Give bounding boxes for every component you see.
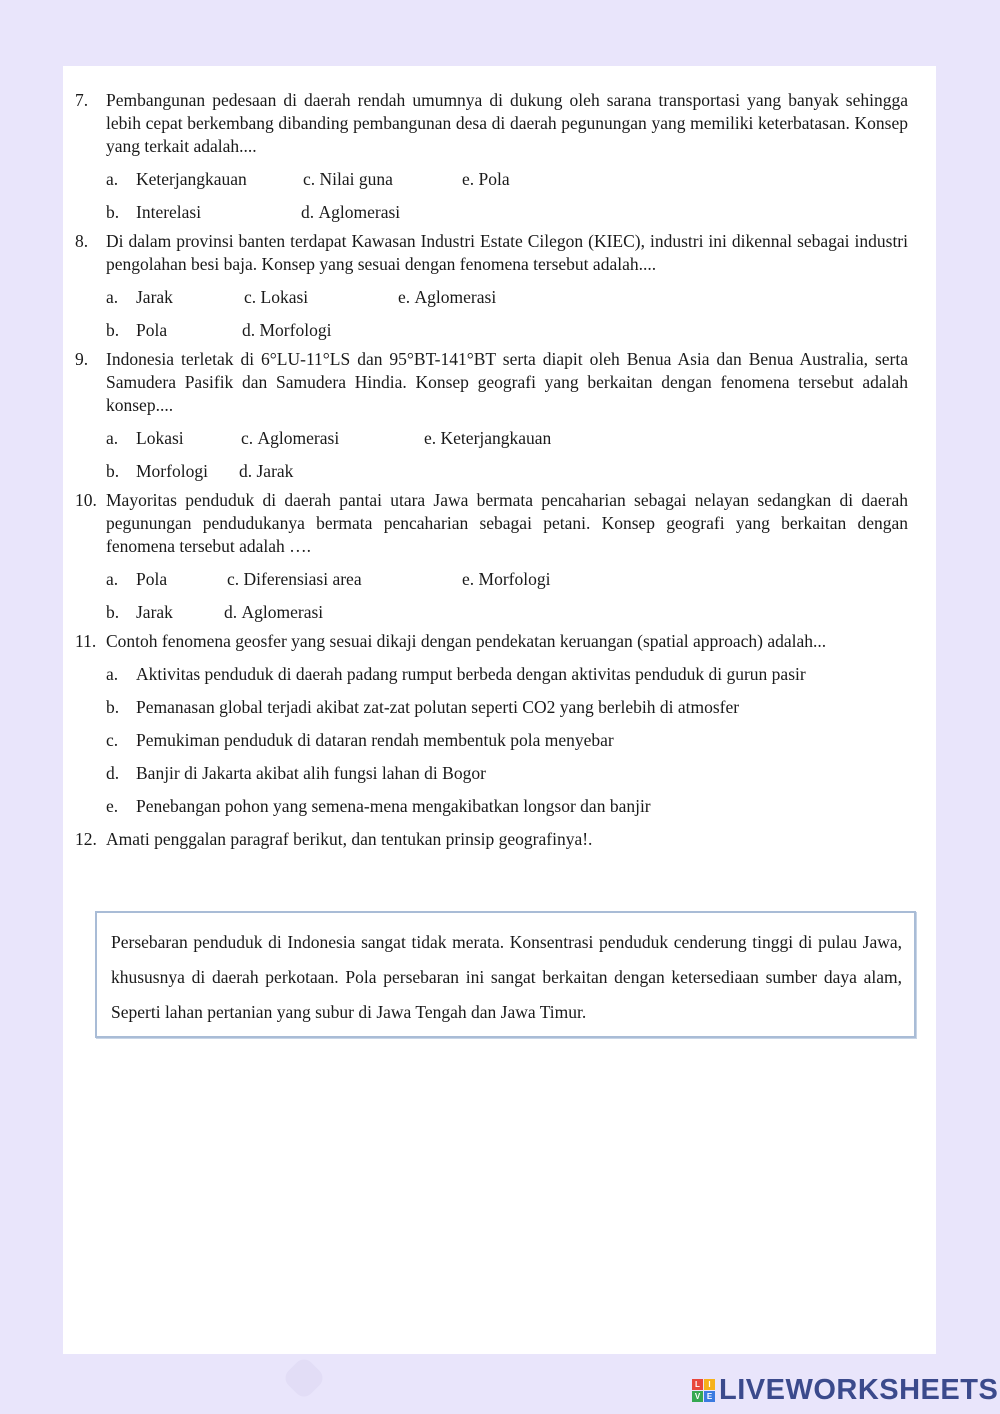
question-text: Amati penggalan paragraf berikut, dan tentukan prinsip geografinya!. — [106, 829, 593, 849]
question-10 — [75, 489, 908, 624]
worksheet-page — [63, 66, 936, 1354]
option-e[interactable]: e. Aglomerasi — [398, 287, 497, 307]
option-a[interactable]: a. Aktivitas penduduk di daerah padang rumput berbeda dengan aktivitas penduduk di gurun pasir — [106, 664, 806, 684]
passage-box: Persebaran penduduk di Indonesia sangat tidak merata. Konsentrasi penduduk cenderung tinggi di pulau Jawa, khususnya di daerah perkotaan. Pola persebaran ini sangat berkaitan dengan ketersediaan sumber daya alam, Seperti lahan pertanian yang subur di Jawa Tengah dan Jawa Timur. — [95, 911, 916, 1038]
question-text: Indonesia terletak di 6°LU-11°LS dan 95°BT-141°BT serta diapit oleh Benua Asia dan Benua Australia, serta Samudera Pasifik dan Samudera Hindia. Konsep geografi yang berkaitan dengan fenomena tersebut adalah konsep.... — [106, 349, 908, 415]
logo-tile: E — [704, 1391, 715, 1402]
logo-tile: L — [692, 1379, 703, 1390]
question-number: 9. — [75, 349, 89, 369]
option-a[interactable]: a. Jarak — [106, 287, 173, 307]
option-d[interactable]: d. Jarak — [239, 461, 294, 481]
option-b[interactable]: b. Morfologi — [106, 461, 208, 481]
question-9 — [75, 348, 908, 483]
question-text: Mayoritas penduduk di daerah pantai utara Jawa bermata pencaharian sebagai nelayan sedangkan di daerah pegunungan pendudukanya bermata pencaharian sebagai petani. Konsep geografi yang berkaitan dengan fenomena tersebut adalah …. — [106, 490, 908, 556]
question-12 — [75, 828, 908, 851]
option-d[interactable]: d. Aglomerasi — [224, 602, 324, 622]
decorative-bubble — [281, 1355, 326, 1400]
logo-tile: I — [704, 1379, 715, 1390]
options-row — [106, 568, 908, 591]
options-list — [106, 663, 908, 818]
options-row — [106, 427, 908, 450]
options-row — [106, 460, 908, 483]
option-d[interactable]: d. Aglomerasi — [301, 202, 401, 222]
option-d[interactable]: d. Banjir di Jakarta akibat alih fungsi lahan di Bogor — [106, 763, 486, 783]
question-number: 7. — [75, 90, 89, 110]
options-row — [106, 201, 908, 224]
option-a[interactable]: a. Lokasi — [106, 428, 184, 448]
brand-name: LIVEWORKSHEETS — [719, 1374, 999, 1406]
question-text: Pembangunan pedesaan di daerah rendah umumnya di dukung oleh sarana transportasi yang banyak sehingga lebih cepat berkembang dibanding pembangunan desa di daerah pegunungan yang memiliki keterbatasan. Konsep yang terkait adalah.... — [106, 90, 908, 156]
option-e[interactable]: e. Keterjangkauan — [424, 428, 552, 448]
options-row — [106, 168, 908, 191]
options-row — [106, 286, 908, 309]
option-c[interactable]: c. Aglomerasi — [241, 428, 340, 448]
option-c[interactable]: c. Pemukiman penduduk di dataran rendah membentuk pola menyebar — [106, 730, 614, 750]
question-number: 12. — [75, 829, 97, 849]
option-b[interactable]: b. Jarak — [106, 602, 173, 622]
option-e[interactable]: e. Pola — [462, 169, 510, 189]
option-a[interactable]: a. Keterjangkauan — [106, 169, 247, 189]
options-row — [106, 601, 908, 624]
option-b[interactable]: b. Pemanasan global terjadi akibat zat-zat polutan seperti CO2 yang berlebih di atmosfer — [106, 697, 740, 717]
liveworksheets-logo[interactable] — [692, 1374, 998, 1407]
option-c[interactable]: c. Diferensiasi area — [227, 569, 362, 589]
question-number: 8. — [75, 231, 89, 251]
option-c[interactable]: c. Nilai guna — [303, 169, 393, 189]
question-number: 11. — [75, 631, 97, 651]
questions-container — [75, 89, 908, 857]
option-a[interactable]: a. Pola — [106, 569, 168, 589]
options-row — [106, 319, 908, 342]
question-8 — [75, 230, 908, 342]
option-e[interactable]: e. Penebangan pohon yang semena-mena mengakibatkan longsor dan banjir — [106, 796, 651, 816]
question-text: Contoh fenomena geosfer yang sesuai dikaji dengan pendekatan keruangan (spatial approach) adalah... — [106, 631, 827, 651]
logo-icon — [692, 1379, 715, 1402]
question-7 — [75, 89, 908, 224]
option-c[interactable]: c. Lokasi — [244, 287, 309, 307]
logo-tile: V — [692, 1391, 703, 1402]
option-d[interactable]: d. Morfologi — [242, 320, 332, 340]
question-number: 10. — [75, 490, 97, 510]
option-b[interactable]: b. Pola — [106, 320, 168, 340]
question-11 — [75, 630, 908, 818]
option-e[interactable]: e. Morfologi — [462, 569, 551, 589]
question-text: Di dalam provinsi banten terdapat Kawasan Industri Estate Cilegon (KIEC), industri ini dikennal sebagai industri pengolahan besi baja. Konsep yang sesuai dengan fenomena tersebut adalah.... — [106, 231, 908, 274]
option-b[interactable]: b. Interelasi — [106, 202, 202, 222]
